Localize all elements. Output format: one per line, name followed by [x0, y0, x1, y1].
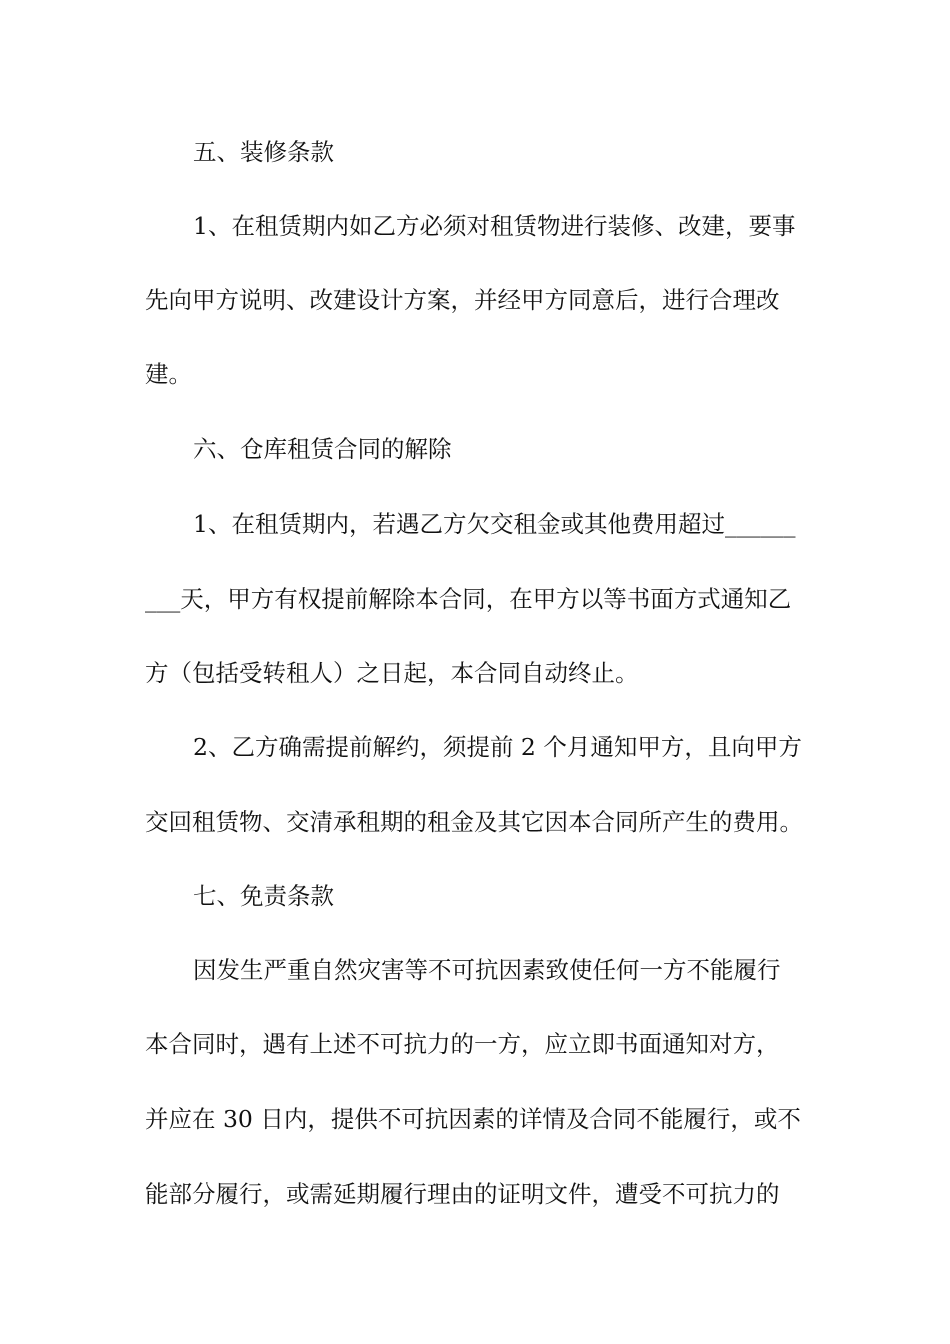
paragraph-line: 先向甲方说明、改建设计方案，并经甲方同意后，进行合理改 — [145, 286, 780, 314]
paragraph-line: 1、在租赁期内如乙方必须对租赁物进行装修、改建，要事 — [193, 212, 796, 240]
paragraph-line: 本合同时，遇有上述不可抗力的一方，应立即书面通知对方， — [145, 1030, 780, 1058]
paragraph-line: 交回租赁物、交清承租期的租金及其它因本合同所产生的费用。 — [145, 808, 803, 836]
paragraph-line: 建。 — [145, 360, 192, 388]
paragraph-line: 方（包括受转租人）之日起，本合同自动终止。 — [145, 659, 639, 687]
section-heading-exemption: 七、免责条款 — [193, 882, 334, 910]
paragraph-line: 并应在 30 日内，提供不可抗因素的详情及合同不能履行，或不 — [145, 1105, 801, 1133]
paragraph-line: 因发生严重自然灾害等不可抗因素致使任何一方不能履行 — [193, 956, 781, 984]
paragraph-line: ___天，甲方有权提前解除本合同，在甲方以等书面方式通知乙 — [145, 585, 792, 613]
section-heading-termination: 六、仓库租赁合同的解除 — [193, 435, 452, 463]
paragraph-line: 1、在租赁期内，若遇乙方欠交租金或其他费用超过______ — [193, 510, 796, 538]
section-heading-decoration: 五、装修条款 — [193, 138, 334, 166]
paragraph-line: 能部分履行，或需延期履行理由的证明文件，遭受不可抗力的 — [145, 1180, 780, 1208]
paragraph-line: 2、乙方确需提前解约，须提前 2 个月通知甲方，且向甲方 — [193, 733, 802, 761]
